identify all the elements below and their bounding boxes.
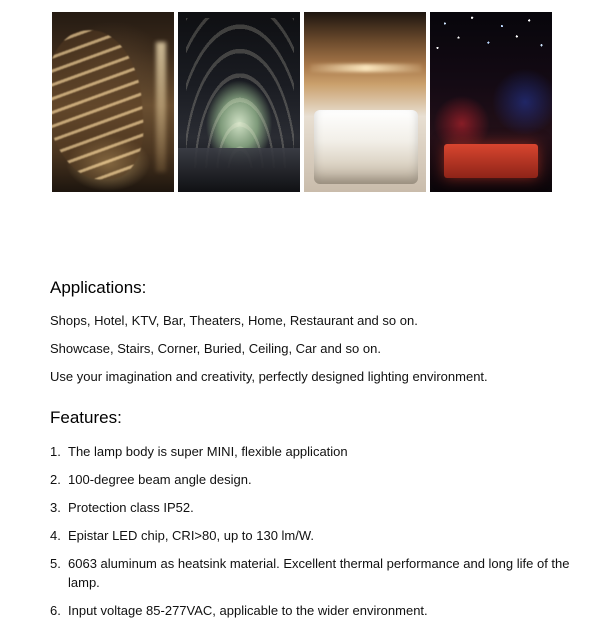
applications-line-3: Use your imagination and creativity, perfectly designed lighting environment. — [50, 369, 488, 384]
application-photo-strip — [52, 12, 552, 192]
applications-line-1: Shops, Hotel, KTV, Bar, Theaters, Home, Restaurant and so on. — [50, 313, 418, 328]
feature-number: 2. — [50, 472, 61, 487]
feature-text: Epistar LED chip, CRI>80, up to 130 lm/W. — [68, 528, 315, 543]
feature-number: 5. — [50, 556, 61, 571]
feature-item — [50, 498, 570, 517]
feature-item — [50, 470, 570, 489]
feature-item — [50, 554, 570, 592]
feature-text: Protection class IP52. — [68, 500, 194, 515]
photo-stairs — [52, 12, 174, 192]
feature-item — [50, 526, 570, 545]
feature-text: 100-degree beam angle design. — [68, 472, 252, 487]
feature-number: 1. — [50, 444, 61, 459]
feature-number: 3. — [50, 500, 61, 515]
applications-heading: Applications: — [50, 278, 147, 297]
photo-tunnel-corridor — [178, 12, 300, 192]
feature-number: 4. — [50, 528, 61, 543]
feature-text: 6063 aluminum as heatsink material. Excellent thermal performance and long life of the lamp. — [68, 556, 570, 590]
photo-hotel-bedroom — [304, 12, 426, 192]
feature-item — [50, 601, 570, 620]
feature-text: Input voltage 85-277VAC, applicable to the wider environment. — [68, 603, 428, 618]
text-content — [50, 278, 570, 629]
features-list — [50, 442, 570, 620]
feature-item — [50, 442, 570, 461]
feature-number: 6. — [50, 603, 61, 618]
applications-line-2: Showcase, Stairs, Corner, Buried, Ceiling, Car and so on. — [50, 341, 381, 356]
features-heading: Features: — [50, 408, 122, 427]
feature-text: The lamp body is super MINI, flexible application — [68, 444, 348, 459]
photo-ktv-room — [430, 12, 552, 192]
